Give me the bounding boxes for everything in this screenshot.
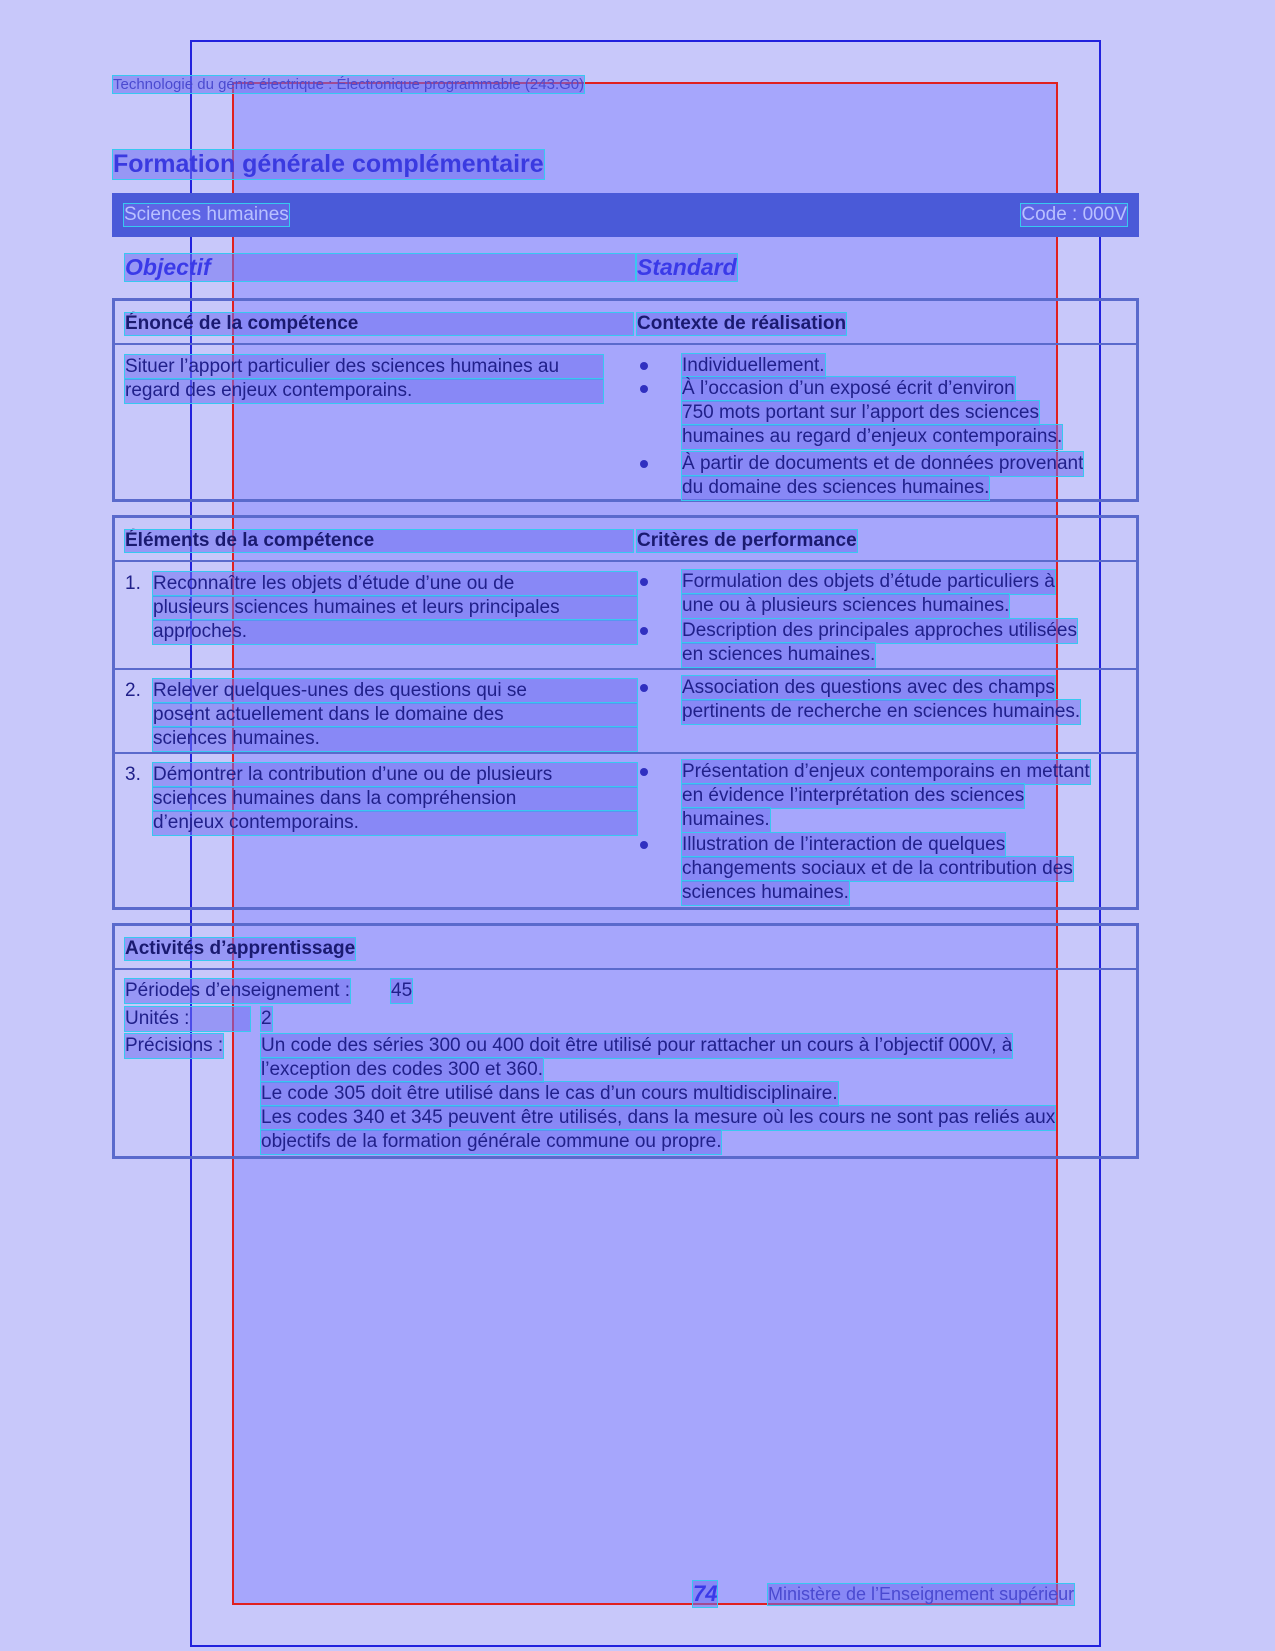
bullet-icon (640, 627, 648, 635)
subject-code: Code : 000V (1021, 204, 1127, 225)
contexte-label: Contexte de réalisation (637, 313, 847, 334)
criteria-line: humaines. (682, 809, 770, 830)
criteria-line: sciences humaines. (682, 882, 849, 903)
bullet-icon (640, 460, 648, 468)
element-line: Démontrer la contribution d’une ou de plusieurs (153, 763, 637, 787)
enonce-statement-line: Situer l’apport particulier des sciences humaines au (125, 355, 603, 379)
criteria-line: en évidence l’interprétation des sciences (682, 785, 1025, 806)
ministry-name: Ministère de l’Enseignement supérieur (768, 1584, 1075, 1604)
activites-box-header (115, 926, 1136, 970)
context-item: À partir de documents et de données provenant (682, 453, 1084, 474)
unites-label: Unités : (125, 1007, 250, 1031)
enonce-label: Énoncé de la compétence (125, 313, 633, 335)
bullet-icon (640, 684, 648, 692)
objectif-heading: Objectif (125, 254, 635, 281)
row-divider (115, 752, 1136, 754)
unites-value: 2 (261, 1008, 272, 1029)
criteria-line: Description des principales approches utilisées (682, 620, 1077, 641)
context-item: humaines au regard d’enjeux contemporains. (682, 426, 1063, 447)
precision-line: Le code 305 doit être utilisé dans le cas d’un cours multidisciplinaire. (261, 1083, 838, 1104)
criteria-line: pertinents de recherche en sciences humaines. (682, 701, 1081, 722)
subject-band (112, 193, 1139, 237)
element-line: approches. (153, 620, 637, 644)
criteria-line: Formulation des objets d’étude particuliers à (682, 571, 1055, 592)
elements-box-header (115, 518, 1136, 562)
element-line: posent actuellement dans le domaine des (153, 703, 637, 727)
context-item: du domaine des sciences humaines. (682, 477, 990, 498)
standard-heading: Standard (637, 254, 737, 280)
bullet-icon (640, 385, 648, 393)
periodes-label: Périodes d’enseignement : (125, 980, 350, 1001)
enonce-statement-line: regard des enjeux contemporains. (125, 379, 603, 403)
enonce-box-header (115, 301, 1136, 345)
subject-name: Sciences humaines (124, 204, 289, 225)
element-line: d’enjeux contemporains. (153, 811, 637, 835)
precisions-label: Précisions : (125, 1035, 224, 1056)
element-number: 3. (125, 764, 141, 785)
element-line: Relever quelques-unes des questions qui se (153, 679, 637, 703)
criteria-line: Présentation d’enjeux contemporains en mettant (682, 761, 1090, 782)
elements-label: Éléments de la compétence (125, 530, 633, 552)
context-item: 750 mots portant sur l’apport des sciences (682, 402, 1039, 423)
program-header: Technologie du génie électrique : Électronique programmable (243.G0) (113, 76, 585, 93)
bullet-icon (640, 578, 648, 586)
bullet-icon (640, 841, 648, 849)
page-title: Formation générale complémentaire (113, 150, 544, 178)
bullet-icon (640, 362, 648, 370)
criteria-line: changements sociaux et de la contribution des (682, 858, 1073, 879)
element-number: 1. (125, 573, 141, 594)
precision-line: Les codes 340 et 345 peuvent être utilisés, dans la mesure où les cours ne sont pas reliés aux (261, 1107, 1056, 1128)
bullet-icon (640, 768, 648, 776)
activites-label: Activités d’apprentissage (125, 938, 356, 959)
precision-line: Un code des séries 300 ou 400 doit être utilisé pour rattacher un cours à l’objectif 000V, à (261, 1035, 1013, 1056)
periodes-value: 45 (391, 980, 413, 1001)
activites-box (112, 923, 1139, 1159)
criteres-label: Critères de performance (637, 530, 857, 551)
precision-line: l’exception des codes 300 et 360. (261, 1059, 544, 1080)
context-item: Individuellement. (682, 355, 825, 376)
criteria-line: en sciences humaines. (682, 644, 876, 665)
context-item: À l’occasion d’un exposé écrit d’environ (682, 378, 1015, 399)
element-line: sciences humaines dans la compréhension (153, 787, 637, 811)
enonce-box (112, 298, 1139, 502)
page-number: 74 (693, 1581, 718, 1606)
criteria-line: Association des questions avec des champs (682, 677, 1055, 698)
precision-line: objectifs de la formation générale commune ou propre. (261, 1131, 722, 1152)
elements-box (112, 515, 1139, 910)
element-line: sciences humaines. (153, 727, 637, 751)
criteria-line: une ou à plusieurs sciences humaines. (682, 595, 1010, 616)
criteria-line: Illustration de l’interaction de quelques (682, 834, 1006, 855)
element-number: 2. (125, 680, 141, 701)
element-line: plusieurs sciences humaines et leurs principales (153, 596, 637, 620)
row-divider (115, 668, 1136, 670)
element-line: Reconnaître les objets d’étude d’une ou de (153, 572, 637, 596)
